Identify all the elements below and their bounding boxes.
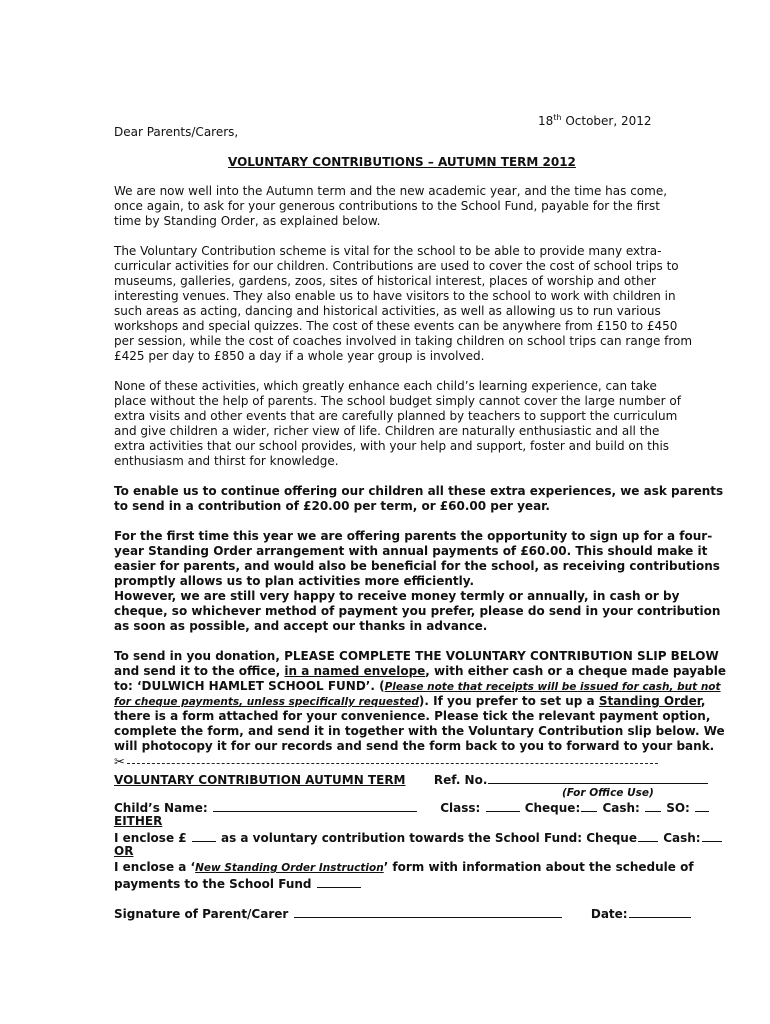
dashed-divider	[127, 763, 658, 764]
para5-line: as soon as possible, and accept our thanks in advance.	[114, 619, 488, 633]
para6-line: complete the form, and send it in together with the Voluntary Contribution slip below. We	[114, 724, 725, 738]
signature-field[interactable]	[294, 905, 562, 918]
para3-line: enthusiasm and thirst for knowledge.	[114, 454, 339, 468]
para6-line	[114, 694, 705, 710]
signature-label: Signature of Parent/Carer	[114, 907, 289, 921]
enclose-cash-label: Cash:	[663, 831, 701, 845]
childs-name-label: Child’s Name:	[114, 801, 208, 815]
para4-line: To enable us to continue offering our children all these extra experiences, we ask parents	[114, 484, 724, 498]
para5-line: easier for parents, and would also be beneficial for the school, as receiving contributions	[114, 559, 720, 573]
receipt-note: for cheque payments, unless specifically requested	[114, 696, 419, 708]
slip-child-row	[114, 799, 710, 816]
named-envelope-text: in a named envelope	[284, 664, 426, 678]
class-field[interactable]	[486, 799, 520, 812]
para6-text: to: ‘DULWICH HAMLET SCHOOL FUND’. (	[114, 679, 385, 693]
letter-date	[538, 110, 652, 129]
para5-line: year Standing Order arrangement with annual payments of £60.00. This should make it	[114, 544, 708, 558]
para5-line: However, we are still very happy to receive money termly or annually, in cash or by	[114, 589, 680, 603]
para6-instruction: PLEASE COMPLETE THE VOLUNTARY CONTRIBUTION SLIP BELOW	[284, 649, 719, 663]
signature-row	[114, 905, 692, 922]
or-label: OR	[114, 844, 134, 858]
enclose-so-text: ’ form with information about the schedule of	[383, 860, 694, 874]
cheque-label: Cheque:	[524, 801, 581, 815]
cut-line	[114, 756, 658, 770]
letter-subject: VOLUNTARY CONTRIBUTIONS – AUTUMN TERM 2012	[228, 155, 576, 169]
para3-line: extra activities that our school provides, with your help and support, foster and build on this	[114, 439, 670, 453]
para2-line: such areas as acting, dancing and historical activities, as well as allowing us to run various	[114, 304, 661, 318]
childs-name-field[interactable]	[213, 799, 417, 812]
enclose-so-text: I enclose a ‘	[114, 860, 196, 874]
enclose-so-row-2	[114, 875, 362, 892]
para3-line: extra visits and other events that are carefully planned by teachers to support the curriculum	[114, 409, 678, 423]
date-day: 18	[538, 114, 554, 128]
para3-line: place without the help of parents. The school budget simply cannot cover the large number of	[114, 394, 681, 408]
para6-line	[114, 664, 726, 679]
enclose-description: as a voluntary contribution towards the School Fund: Cheque	[220, 831, 637, 845]
para4-line: to send in a contribution of £20.00 per term, or £60.00 per year.	[114, 499, 550, 513]
standing-order-form-name: New Standing Order Instruction	[195, 862, 384, 874]
para6-line	[114, 679, 721, 695]
cheque-field[interactable]	[638, 829, 658, 842]
para5-line: cheque, so whichever method of payment you prefer, please do send in your contribution	[114, 604, 721, 618]
so-label: SO:	[666, 801, 690, 815]
para6-text: ). If you prefer to set up a	[418, 694, 599, 708]
enclose-so-row	[114, 860, 694, 876]
date-rest: October, 2012	[561, 114, 652, 128]
para6-line: there is a form attached for your convenience. Please tick the relevant payment option,	[114, 709, 711, 723]
class-label: Class:	[440, 801, 481, 815]
office-use-note: (For Office Use)	[562, 787, 654, 799]
ref-no-field[interactable]	[488, 771, 708, 784]
either-label: EITHER	[114, 814, 163, 828]
para1-line: time by Standing Order, as explained below.	[114, 214, 381, 228]
standing-order-text: Standing Order	[598, 694, 701, 708]
enclose-cash-row	[114, 829, 723, 846]
para6-text: To send in you donation,	[114, 649, 285, 663]
date-field[interactable]	[629, 905, 691, 918]
para6-text: , with either cash or a cheque made payable	[425, 664, 726, 678]
slip-title: VOLUNTARY CONTRIBUTION AUTUMN TERM	[114, 773, 406, 787]
para1-line: We are now well into the Autumn term and the new academic year, and the time has come,	[114, 184, 668, 198]
payments-label: payments to the School Fund	[114, 877, 312, 891]
para6-text: ,	[700, 694, 706, 708]
amount-field[interactable]	[192, 829, 216, 842]
para3-line: and give children a wider, richer view of life. Children are naturally enthusiastic and all the	[114, 424, 660, 438]
para2-line: workshops and special quizzes. The cost of these events can be anywhere from £150 to £450	[114, 319, 678, 333]
para5-line: promptly allows us to plan activities more efficiently.	[114, 574, 475, 588]
cash-field[interactable]	[702, 829, 722, 842]
cheque-office-field[interactable]	[581, 799, 597, 812]
salutation: Dear Parents/Carers,	[114, 125, 239, 139]
cash-office-field[interactable]	[645, 799, 661, 812]
para2-line: museums, galleries, gardens, zoos, sites of historical interest, places of worship and other	[114, 274, 656, 288]
para6-line	[114, 649, 719, 664]
receipt-note: Please note that receipts will be issued for cash, but not	[384, 681, 721, 693]
enclose-amount-label: I enclose £	[114, 831, 187, 845]
payments-field[interactable]	[317, 875, 361, 888]
scissors-icon: ✂	[114, 755, 125, 770]
para2-line: per session, while the cost of coaches involved in taking children on school trips can range from	[114, 334, 693, 348]
para5-line: For the first time this year we are offering parents the opportunity to sign up for a four-	[114, 529, 713, 543]
cash-label: Cash:	[602, 801, 640, 815]
date-suffix: th	[553, 113, 562, 122]
para6-text: and send it to the office,	[114, 664, 285, 678]
date-label: Date:	[590, 907, 628, 921]
para1-line: once again, to ask for your generous contributions to the School Fund, payable for the first	[114, 199, 661, 213]
para2-line: curricular activities for our children. Contributions are used to cover the cost of school trips to	[114, 259, 679, 273]
para2-line: £425 per day to £850 a day if a whole year group is involved.	[114, 349, 485, 363]
so-office-field[interactable]	[695, 799, 709, 812]
ref-label: Ref. No.	[433, 773, 488, 787]
para3-line: None of these activities, which greatly enhance each child’s learning experience, can take	[114, 379, 657, 393]
para2-line: The Voluntary Contribution scheme is vital for the school to be able to provide many extra-	[114, 244, 662, 258]
para6-line: will photocopy it for our records and send the form back to you to forward to your bank.	[114, 739, 715, 753]
para2-line: interesting venues. They also enable us to have visitors to the school to work with children in	[114, 289, 676, 303]
